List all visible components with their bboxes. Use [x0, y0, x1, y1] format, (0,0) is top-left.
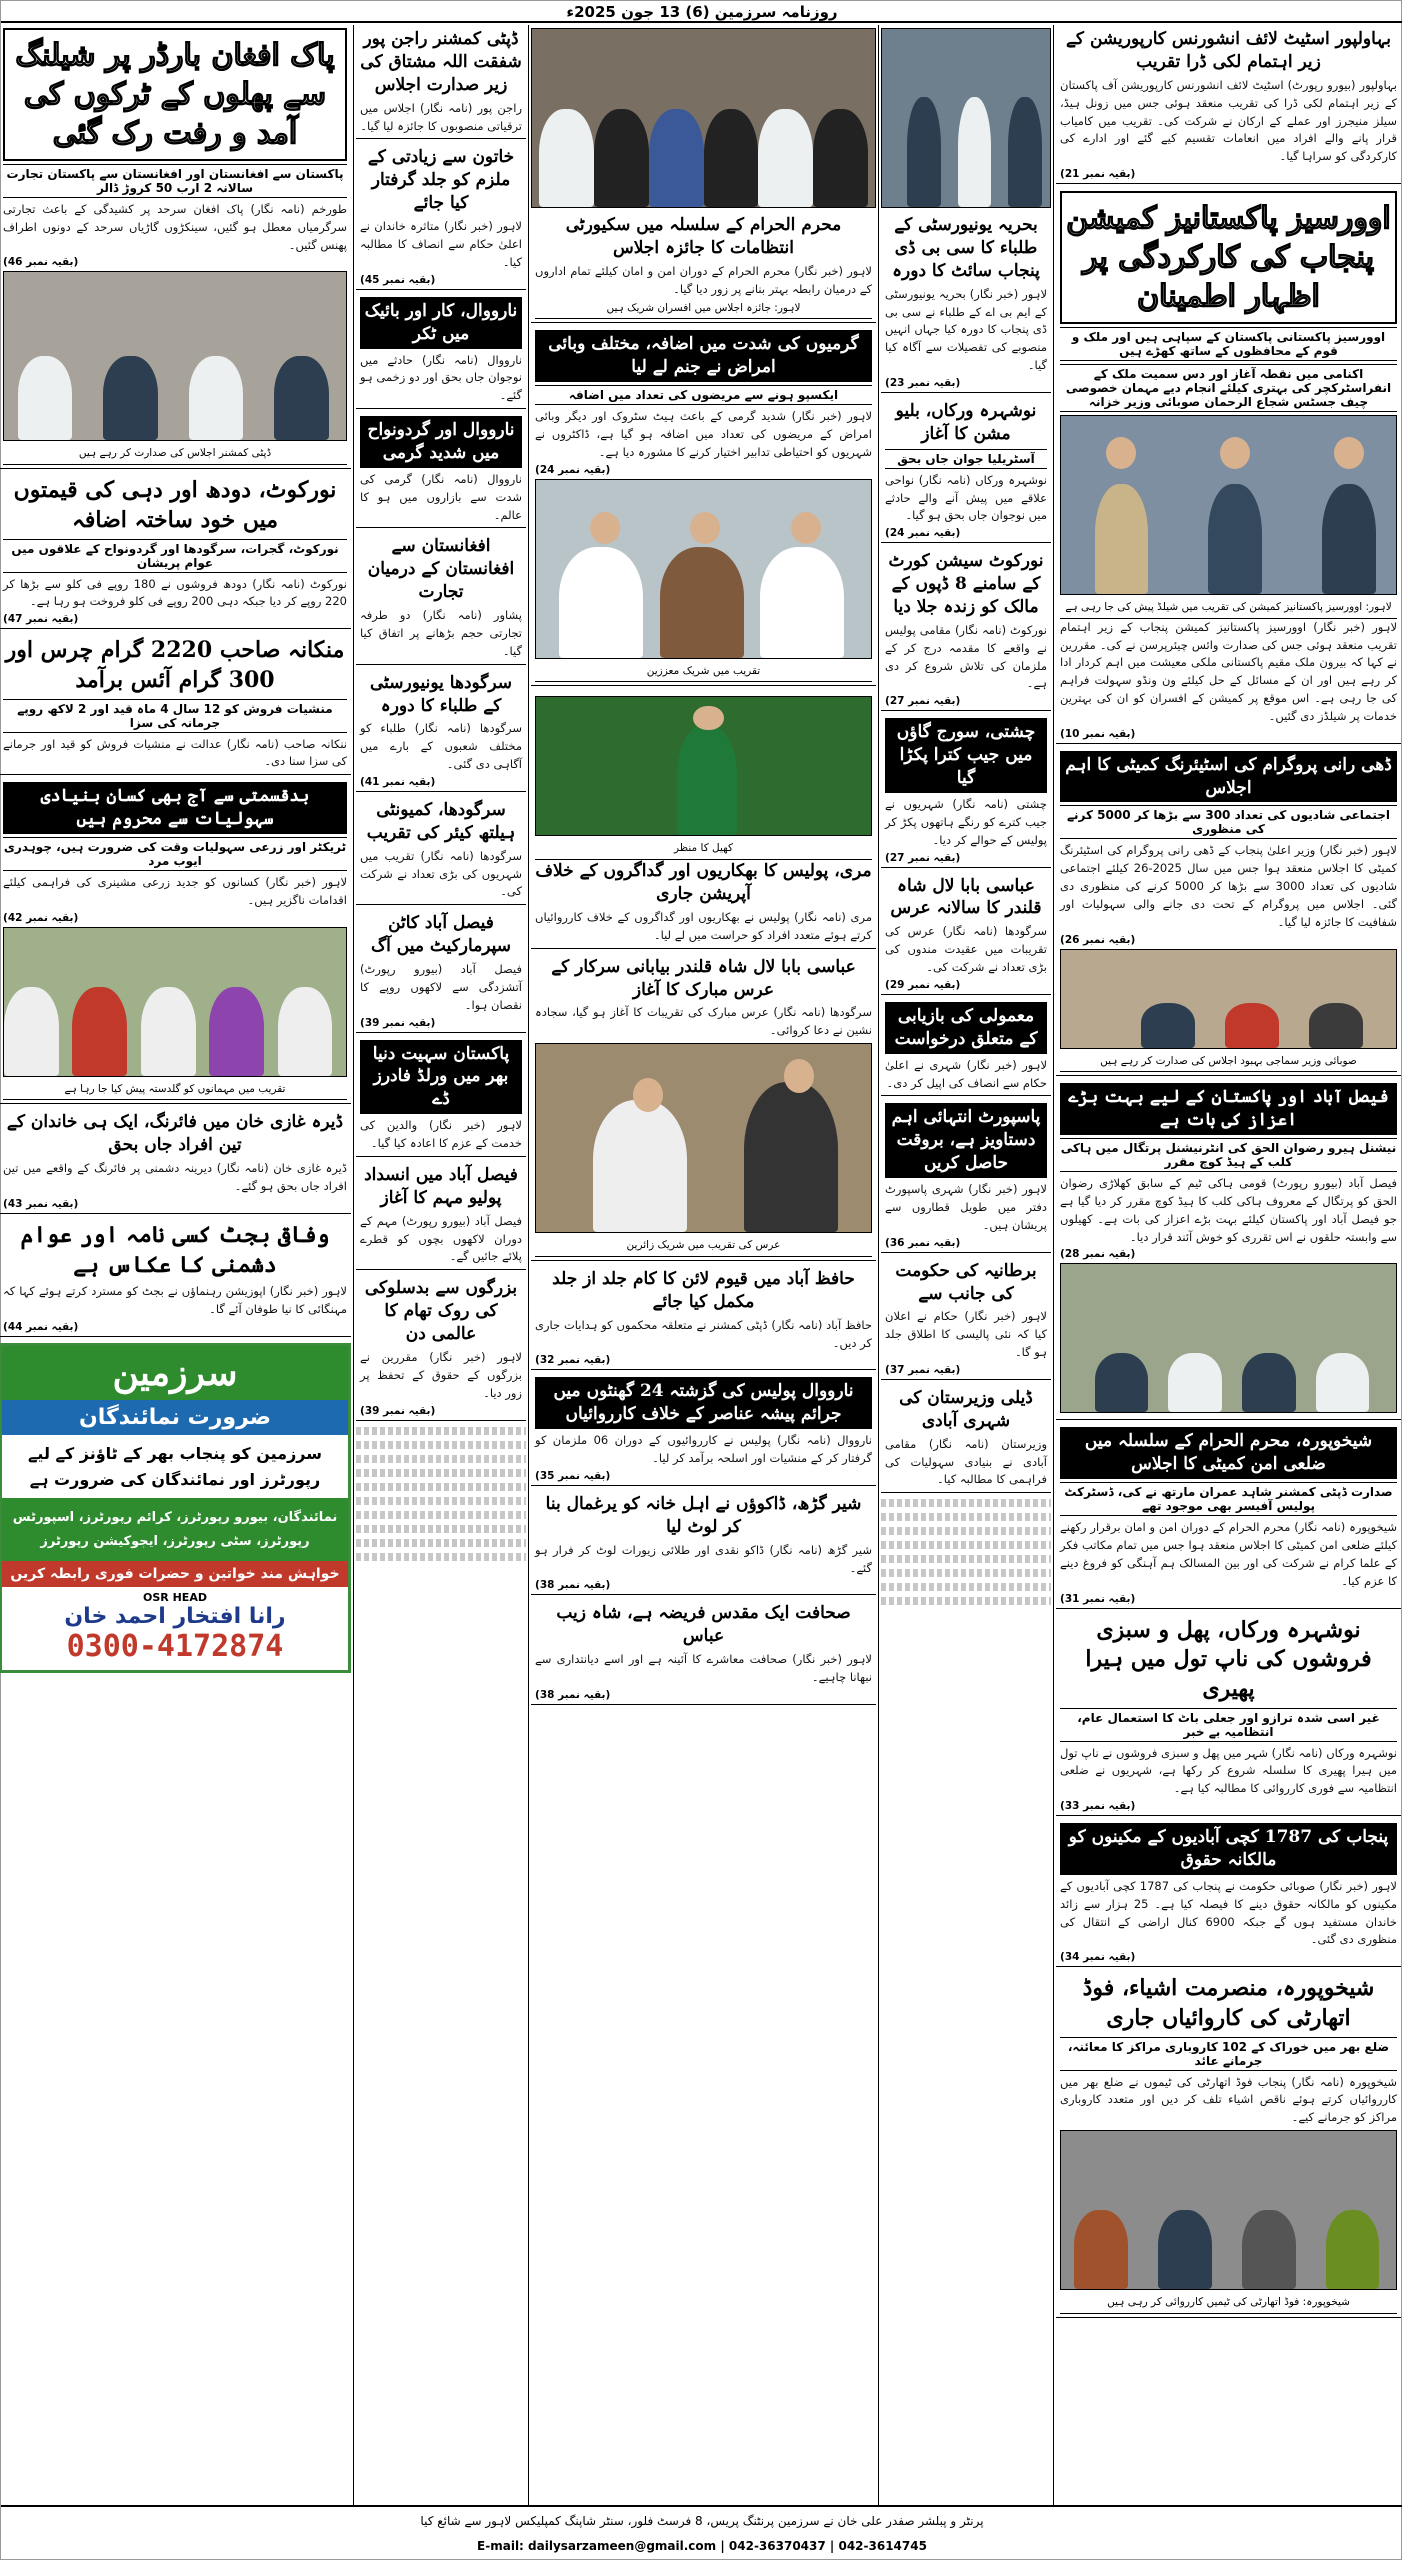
- story-body: شیخوپورہ (نامہ نگار) پنجاب فوڈ اتھارٹی کی ٹیموں نے ضلع بھر میں کارروائیاں کرتے ہوئے ناقص اشیاء تلف کر دیں اور متعدد کاروباری مراکز کو جرمانے کیے۔: [1060, 2074, 1397, 2125]
- continuation: (بقیہ نمبر 35): [535, 1469, 611, 1482]
- headline: فیصل آباد میں انسداد پولیو مہم کا آغاز: [364, 1164, 518, 1208]
- story: [0, 1108, 351, 1214]
- story: [1056, 1613, 1401, 1817]
- continuation: (بقیہ نمبر 27): [885, 695, 961, 708]
- headline: نورکوٹ، دودھ اور دہی کی قیمتوں میں خود ساختہ اضافہ: [13, 477, 337, 533]
- continuation: (بقیہ نمبر 36): [885, 1236, 961, 1249]
- headline: برطانیہ کی حکومت کی جانب سے: [895, 1260, 1037, 1304]
- story-body: نوشہرہ ورکاں (نامہ نگار) شہر میں پھل و سبزی فروشوں نے ناپ تول میں ہیرا پھیری کا سلسلہ شروع کر رکھا ہے، شہریوں نے ضلعی انتظامیہ سے فوری کارروائی کا مطالبہ کیا ہے۔: [1060, 1745, 1397, 1796]
- filler-text: [881, 1499, 1051, 1605]
- story: [356, 294, 526, 409]
- subheadline: ضلع بھر میں خوراک کے 102 کاروباری مراکز کا معائنہ، جرمانے عائد: [1060, 2037, 1397, 2071]
- photo: [1060, 1263, 1397, 1413]
- continuation: (بقیہ نمبر 47): [3, 613, 79, 626]
- headline: اوورسیز پاکستانیز کمیشن پنجاب کی کارکردگی پر اظہار اطمینان: [1060, 191, 1397, 324]
- story: [356, 1161, 526, 1270]
- story: [0, 1218, 351, 1337]
- story: [356, 25, 526, 139]
- continuation: (بقیہ نمبر 23): [885, 376, 961, 389]
- story: [531, 327, 876, 686]
- story-body: مری (نامہ نگار) پولیس نے بھکاریوں اور گداگروں کے خلاف کارروائیاں کرتے ہوئے متعدد افراد کو حراست میں لے لیا۔: [535, 909, 872, 942]
- photo: [3, 271, 347, 441]
- headline: ڈیلی وزیرستان کی شہری آبادی: [899, 1387, 1033, 1431]
- story: [881, 211, 1051, 393]
- masthead: روزنامہ سرزمین (6) 13 جون 2025ء: [1, 1, 1402, 23]
- story: [881, 1384, 1051, 1493]
- story-body: ڈیرہ غازی خان (نامہ نگار) دیرینہ دشمنی پر فائرنگ کے واقعے میں تین افراد جاں بحق ہو گئے۔: [3, 1161, 347, 1194]
- story: [0, 633, 351, 775]
- story-body: فیصل آباد (بیورو رپورٹ) آتشزدگی سے لاکھوں روپے کا نقصان ہوا۔: [360, 962, 522, 1012]
- continuation: (بقیہ نمبر 34): [1060, 1951, 1136, 1964]
- story-body: لاہور (خبر نگار) والدین کی خدمت کے عزم کا اعادہ کیا گیا۔: [360, 1118, 522, 1151]
- photo-caption: لاہور: اوورسیز پاکستانیز کمیشن کی تقریب میں شیلڈ پیش کی جا رہی ہے: [1060, 598, 1397, 619]
- headline: بحریہ یونیورسٹی کے طلباء کا سی بی ڈی پنجاب سائٹ کا دورہ: [892, 215, 1040, 281]
- headline: نارووال پولیس کی گزشتہ 24 گھنٹوں میں جرائم پیشہ عناصر کے خلاف کارروائیاں: [535, 1377, 872, 1429]
- story-body: لاہور (خبر نگار) مقررین نے بزرگوں کے حقوق کے تحفظ پر زور دیا۔: [360, 1350, 522, 1400]
- story: [531, 1374, 876, 1486]
- headline: چشتی، سورج گاؤں میں جیب کترا پکڑا گیا: [885, 718, 1047, 793]
- headline: نوشہرہ ورکاں، بلیو مشن کا آغاز: [895, 400, 1037, 444]
- subheadline: غیر اسی شدہ ترازو اور جعلی باٹ کا استعمال عام، انتظامیہ بے خبر: [1060, 1708, 1397, 1742]
- story-body: لاہور (خبر نگار) اوورسیز پاکستانیز کمیشن پنجاب کے زیر اہتمام تقریب منعقد ہوئی جس کی صدارت وائس چیئرپرسن نے کی۔ مقررین نے کہا کہ بیرون ملک مقیم پاکستانی ملکی معیشت میں اہم کردار ادا کر رہے ہیں اور ان کے مسائل کے حل کیلئے ون ونڈو سہولت فراہم کی جا رہی ہے۔ اس موقع پر کمیشن کے افسران کو ان کی بہترین خدمات پر شیلڈز دی گئیں۔: [1060, 619, 1397, 723]
- ad-text: سرزمین کو پنجاب بھر کے ٹاؤنز کے لیے رپورٹرز اور نمائندگان کی ضرورت ہے: [28, 1443, 322, 1489]
- story-body: شیر گڑھ (نامہ نگار) ڈاکو نقدی اور طلائی زیورات لوٹ کر فرار ہو گئے۔: [535, 1542, 872, 1575]
- photo: [1060, 2130, 1397, 2290]
- headline: پاسپورٹ انتہائی اہم دستاویز ہے، بروقت حاصل کریں: [885, 1103, 1047, 1178]
- continuation: (بقیہ نمبر 45): [360, 273, 436, 286]
- story-body: لاہور (خبر نگار) محرم الحرام کے دوران امن و امان کیلئے تمام اداروں کے درمیان رابطہ بہتر بنانے پر زور دیا گیا۔: [535, 263, 872, 296]
- story-body: ننکانہ صاحب (نامہ نگار) عدالت نے منشیات فروش کو قید اور جرمانے کی سزا سنا دی۔: [3, 736, 347, 769]
- story: [356, 1274, 526, 1420]
- story-body: شیخوپورہ (نامہ نگار) محرم الحرام کے دوران امن و امان برقرار رکھنے کیلئے ضلعی امن کمیٹی کا اجلاس منعقد ہوا جس میں تمام مکاتب فکر کے علما کرام نے شرکت کی اور بین المسالک ہم آہنگی کو فروغ دینے کا عزم کیا۔: [1060, 1520, 1397, 1588]
- ad-contact-name: رانا افتخار احمد خان: [64, 1603, 286, 1629]
- story-body: سرگودھا (نامہ نگار) عرس کی تقریبات میں عقیدت مندوں کی بڑی تعداد نے شرکت کی۔: [885, 924, 1047, 974]
- subheadline: نورکوٹ، گجرات، سرگودھا اور گردونواح کے علاقوں میں عوام پریشان: [3, 539, 347, 573]
- continuation: (بقیہ نمبر 42): [3, 911, 79, 924]
- continuation: (بقیہ نمبر 39): [360, 1404, 436, 1417]
- story-body: سرگودھا (نامہ نگار) تقریب میں شہریوں کی بڑی تعداد نے شرکت کی۔: [360, 848, 522, 899]
- story-body: نارووال (نامہ نگار) حادثے میں نوجوان جاں بحق اور دو زخمی ہو گئے۔: [360, 352, 522, 403]
- continuation: (بقیہ نمبر 43): [3, 1197, 79, 1210]
- story-body: نورکوٹ (نامہ نگار) دودھ فروشوں نے 180 روپے فی کلو سے بڑھا کر 220 روپے کر دیا جبکہ دہی 200 روپے فی کلو فروخت ہو رہا ہے۔: [3, 576, 347, 609]
- story: [1056, 1971, 1401, 2318]
- story: [356, 413, 526, 528]
- headline: حافظ آباد میں قیوم لائن کا کام جلد از جلد مکمل کیا جائے: [552, 1268, 855, 1312]
- photo: [535, 479, 872, 659]
- headline: پاکستان سہیت دنیا بھر میں ورلڈ فادرز ڈے: [360, 1040, 522, 1115]
- photo: [881, 28, 1051, 208]
- continuation: (بقیہ نمبر 32): [535, 1354, 611, 1367]
- ad-roles: نمائندگان، بیورو رپورٹرز، کرائم رپورٹرز، اسپورٹس رپورٹرز، سٹی رپورٹرز، ایجوکیشن رپورٹرز: [2, 1498, 348, 1561]
- photo: [1060, 415, 1397, 595]
- continuation: (بقیہ نمبر 37): [885, 1363, 961, 1376]
- story: [356, 532, 526, 664]
- story: [881, 1100, 1051, 1252]
- headline: نورکوٹ سیشن کورٹ کے سامنے 8 ڈپوں کے مالک کو زندہ جلا دیا: [888, 551, 1044, 618]
- headline: سرگودھا یونیورسٹی کے طلباء کا دورہ: [369, 672, 513, 716]
- headline: سرگودھا، کمیونٹی ہیلتھ کیئر کی تقریب: [366, 799, 516, 843]
- story: [531, 1265, 876, 1371]
- continuation: (بقیہ نمبر 24): [885, 527, 961, 540]
- headline: معمولی کی بازیابی کے متعلق درخواست: [885, 1002, 1047, 1054]
- continuation: (بقیہ نمبر 38): [535, 1688, 611, 1701]
- headline: عباسی بابا لال شاہ قلندر بیابانی سرکار کے عرس مبارک کا آغاز: [551, 956, 856, 1000]
- photo: [3, 927, 347, 1077]
- story-body: نارووال (نامہ نگار) گرمی کی شدت سے بازاروں میں ہو کا عالم۔: [360, 471, 522, 522]
- story: [356, 669, 526, 792]
- photo-caption: ڈپٹی کمشنر اجلاس کی صدارت کر رہے ہیں: [3, 444, 347, 465]
- headline: بہاولپور اسٹیٹ لائف انشورنس کارپوریشن کے زیر اہتمام لکی ڈرا تقریب: [1065, 29, 1392, 72]
- imprint-line: پرنٹر و پبلشر صفدر علی خان نے سرزمین پرنٹنگ پریس، 8 فرسٹ فلور، سنٹر شاپنگ کمپلیکس لاہور سے شائع کیا: [420, 2514, 984, 2528]
- headline: ڈپٹی کمشنر راجن پور شفقت اللہ مشتاق کی زیر صدارت اجلاس: [360, 29, 522, 95]
- story: [356, 796, 526, 905]
- ad-logo: سرزمین: [2, 1346, 348, 1400]
- story: [881, 715, 1051, 867]
- subheadline: پاکستان سے افغانستان اور افغانستان سے پاکستان تجارت سالانہ 2 ارب 50 کروڑ ڈالر: [3, 164, 347, 198]
- contact-line: E-mail: dailysarzameen@gmail.com | 042-36370437 | 042-3614745: [477, 2539, 927, 2553]
- story-body: سرگودھا (نامہ نگار) عرس مبارک کی تقریبات کا آغاز ہو گیا، سجادہ نشین نے دعا کروائی۔: [535, 1005, 872, 1038]
- column-5: [0, 25, 351, 2505]
- headline: شیر گڑھ، ڈاکوؤں نے اہل خانہ کو یرغمال بنا کر لوٹ لیا: [545, 1493, 862, 1537]
- photo: [531, 28, 876, 208]
- continuation: (بقیہ نمبر 38): [535, 1579, 611, 1592]
- story: [1056, 188, 1401, 744]
- story-body: لاہور (خبر نگار) بحریہ یونیورسٹی کے ایم بی اے کے طلباء نے سی بی ڈی پنجاب کا دورہ کیا جہاں انہیں منصوبے کی تفصیلات سے آگاہ کیا گیا۔: [885, 286, 1047, 373]
- story: [1056, 1080, 1401, 1420]
- continuation: (بقیہ نمبر 41): [360, 775, 436, 788]
- story: [1056, 1820, 1401, 1967]
- continuation: (بقیہ نمبر 33): [1060, 1800, 1136, 1812]
- column-4: [356, 25, 526, 2505]
- story-body: لاہور (خبر نگار) کسانوں کو جدید زرعی مشینری کی فراہمی کیلئے اقدامات ناگزیر ہیں۔: [3, 875, 347, 907]
- subheadline: ٹریکٹر اور زرعی سہولیات وقت کی ضرورت ہیں، چوہدری ایوب مرد: [3, 837, 347, 871]
- column-1: [1056, 25, 1401, 2505]
- headline: نارووال، کار اور بائیک میں ٹکر: [360, 297, 522, 349]
- story-body: سرگودھا (نامہ نگار) طلباء کو مختلف شعبوں کے بارے میں آگاہی دی گئی۔: [360, 721, 522, 772]
- ad-call: خواہش مند خواتین و حضرات فوری رابطہ کریں: [2, 1561, 348, 1587]
- headline: خاتون سے زیادتی کے ملزم کو جلد گرفتار کیا جائے: [367, 147, 515, 214]
- headline: ڈھی رانی پروگرام کی اسٹیئرنگ کمیٹی کا اہم اجلاس: [1060, 751, 1397, 803]
- headline: عباسی بابا لال شاہ قلندر کا سالانہ عرس: [890, 875, 1042, 919]
- story-body: لاہور (خبر نگار) شدید گرمی کے باعث ہیٹ سٹروک اور دیگر وبائی امراض کے مریضوں کی تعداد میں اضافہ ہو گیا ہے، ڈاکٹروں نے شہریوں کو احتیاطی تدابیر اختیار کرنے کا مشورہ دیا ہے۔: [535, 409, 872, 459]
- ad-heading: ضرورت نمائندگان: [2, 1400, 348, 1435]
- subheadline: ایکسپو ہونے سے مریضوں کی تعداد میں اضافہ: [535, 385, 872, 405]
- headline: افغانستان سے افغانستان کے درمیان تجارت: [367, 536, 515, 603]
- headline: مری، پولیس کا بھکاریوں اور گداگروں کے خلاف آپریشن جاری: [535, 861, 872, 904]
- photo: [1060, 949, 1397, 1049]
- continuation: (بقیہ نمبر 31): [1060, 1592, 1136, 1605]
- story: [1056, 1424, 1401, 1608]
- story: [356, 143, 526, 289]
- headline: صحافت ایک مقدس فریضہ ہے، شاہ زیب عباس: [556, 1603, 851, 1647]
- photo-caption: تقریب میں شریک معززین: [535, 662, 872, 683]
- story: [881, 1257, 1051, 1380]
- column-3: [531, 25, 876, 2505]
- subheadline: اوورسیز پاکستانی پاکستان کے سپاہی ہیں اور ملک و قوم کے محافظوں کے ساتھ کھڑے ہیں: [1060, 327, 1397, 361]
- story-body: لاہور (خبر نگار) شہری نے اعلیٰ حکام سے انصاف کی اپیل کر دی۔: [885, 1057, 1047, 1090]
- headline: نارووال اور گردونواح میں شدید گرمی: [360, 416, 522, 468]
- subheadline: اکنامی میں نقطہ آغاز اور دس سمیت ملک کے انفراسٹرکچر کی بہتری کیلئے انجام دیے مہمان خصوصی چیف جسٹس شجاع الرحمان صوبائی وزیر خزانہ: [1060, 364, 1397, 412]
- story-body: وزیرستان (نامہ نگار) مقامی آبادی نے بنیادی سہولیات کی فراہمی کا مطالبہ کیا۔: [885, 1436, 1047, 1487]
- subheadline: نیشنل ہیرو رضوان الحق کی انٹرنیشنل پرتگال میں ہاکی کلب کے ہیڈ کوچ مقرر: [1060, 1138, 1397, 1172]
- photo-caption: لاہور: جائزہ اجلاس میں افسران شریک ہیں: [535, 299, 872, 320]
- story: [0, 25, 351, 469]
- story: [531, 953, 876, 1261]
- continuation: (بقیہ نمبر 29): [885, 978, 961, 991]
- story-body: چشتی (نامہ نگار) شہریوں نے جیب کترے کو رنگے ہاتھوں پکڑ کر پولیس کے حوالے کر دیا۔: [885, 797, 1047, 847]
- story: [356, 1037, 526, 1157]
- headline: نوشہرہ ورکاں، پھل و سبزی فروشوں کی ناپ تول میں ہیرا پھیری: [1085, 1616, 1372, 1702]
- story: [881, 999, 1051, 1097]
- story-body: فیصل آباد (بیورو رپورٹ) قومی ہاکی ٹیم کے سابق کھلاڑی رضوان الحق کو پرتگال کے معروف ہاکی کلب کا ہیڈ کوچ مقرر کر دیا گیا ہے جو فیصل آباد اور پاکستان کیلئے بہت بڑے اعزاز کی بات ہے۔ کھیلوں سے وابستہ حلقوں نے اس تقرری کو خوش آئند قرار دیا۔: [1060, 1176, 1397, 1244]
- story-body: نارووال (نامہ نگار) پولیس نے کارروائیوں کے دوران 06 ملزمان کو گرفتار کر کے منشیات اور اسلحہ برآمد کر لیا۔: [535, 1433, 872, 1465]
- headline: پاک افغان بارڈر پر شیلنگ سے پھلوں کے ٹرکوں کی آمد و رفت رک گئی: [3, 28, 347, 161]
- story: [531, 1490, 876, 1596]
- headline: فیصل آباد اور پاکستان کے لیے بہت بڑے اعزاز کی بات ہے: [1060, 1083, 1397, 1135]
- recruitment-ad: [0, 1343, 351, 1673]
- story-body: نورکوٹ (نامہ نگار) مقامی پولیس نے واقعے کا مقدمہ درج کر کے ملزمان کی تلاش شروع کر دی ہے۔: [885, 623, 1047, 691]
- story-body: لاہور (خبر نگار) صحافت معاشرے کا آئینہ ہے اور اسے دیانتداری سے نبھانا چاہیے۔: [535, 1652, 872, 1684]
- story-body: لاہور (خبر نگار) وزیر اعلیٰ پنجاب کے ڈھی رانی پروگرام کی اسٹیئرنگ کمیٹی کا اجلاس منعقد ہوا جس میں سال 2025-26 کیلئے اجتماعی شادیوں کی تعداد 3000 سے بڑھا کر 5000 کرنے کی منظوری دی گئی۔ اجلاس میں پروگرام کے تحت دی جانے والی سہولیات اور شفافیت کا جائزہ لیا گیا۔: [1060, 843, 1398, 929]
- headline: ڈیرہ غازی خان میں فائرنگ، ایک ہی خاندان کے تین افراد جاں بحق: [6, 1112, 344, 1156]
- story: [531, 211, 876, 323]
- headline: گرمیوں کی شدت میں اضافہ، مختلف وبائی امراض نے جنم لے لیا: [535, 330, 872, 382]
- story: [881, 397, 1051, 543]
- continuation: (بقیہ نمبر 44): [3, 1320, 79, 1333]
- continuation: (بقیہ نمبر 39): [360, 1016, 436, 1029]
- photo-caption: شیخوپورہ: فوڈ اتھارٹی کی ٹیمیں کارروائی کر رہی ہیں: [1060, 2293, 1397, 2314]
- photo: [535, 696, 872, 836]
- story: [1056, 748, 1401, 1077]
- story-body: بہاولپور (بیورو رپورٹ) اسٹیٹ لائف انشورنس کارپوریشن آف پاکستان کے زیر اہتمام لکی ڈرا کی تقریب منعقد ہوئی جس میں زونل ہیڈ، سیلز منیجرز اور عملے کے ارکان نے شرکت کی۔ تقریب میں کامیاب قرار پانے والے افراد میں انعامات تقسیم کیے گئے اور ادارے کی کارکردگی کو سراہا گیا۔: [1060, 77, 1397, 164]
- subheadline: منشیات فروش کو 12 سال 4 ماہ قید اور 2 لاکھ روپے جرمانہ کی سزا: [3, 699, 347, 733]
- story: [356, 909, 526, 1032]
- story-body: لاہور (خبر نگار) متاثرہ خاندان نے اعلیٰ حکام سے انصاف کا مطالبہ کیا۔: [360, 219, 522, 269]
- photo-caption: عرس کی تقریب میں شریک زائرین: [535, 1236, 872, 1257]
- story-body: لاہور (خبر نگار) حکام نے اعلان کیا کہ نئی پالیسی کا اطلاق جلد ہو گا۔: [885, 1309, 1047, 1360]
- continuation: (بقیہ نمبر 21): [1060, 167, 1136, 180]
- headline: فیصل آباد کاٹن سپرمارکیٹ میں آگ: [370, 913, 512, 957]
- story: [881, 872, 1051, 995]
- ad-label: OSR HEAD: [143, 1590, 207, 1604]
- photo-caption: کھیل کا منظر: [535, 839, 872, 860]
- story: [531, 1599, 876, 1705]
- subheadline: صدارت ڈپٹی کمشنر شاہد عمران مارتھ نے کی، ڈسٹرکٹ پولیس آفیسر بھی موجود تھے: [1060, 1482, 1397, 1516]
- filler-text: [356, 1427, 526, 1561]
- photo-caption: صوبائی وزیر سماجی بہبود اجلاس کی صدارت کر رہے ہیں: [1060, 1052, 1397, 1073]
- headline: شیخوپورہ، محرم الحرام کے سلسلہ میں ضلعی امن کمیٹی کا اجلاس: [1060, 1427, 1397, 1479]
- headline: بدقسمتی سے آج بھی کسان بنیادی سہولیات سے محروم ہیں: [3, 782, 347, 834]
- footer: [1, 2505, 1402, 2559]
- headline: بزرگوں سے بدسلوکی کی روک تھام کا عالمی دن: [364, 1278, 518, 1345]
- story-body: پشاور (نامہ نگار) دو طرفہ تجارتی حجم بڑھانے پر اتفاق کیا گیا۔: [360, 608, 522, 658]
- photo-caption: تقریب میں مہمانوں کو گلدستہ پیش کیا جا رہا ہے: [3, 1080, 347, 1101]
- story-body: حافظ آباد (نامہ نگار) ڈپٹی کمشنر نے متعلقہ محکموں کو ہدایات جاری کر دیں۔: [535, 1317, 872, 1350]
- continuation: (بقیہ نمبر 24): [535, 463, 611, 476]
- headline: وفاقی بجٹ کسی نامہ اور عوام دشمنی کا عکاس ہے: [20, 1221, 330, 1278]
- continuation: (بقیہ نمبر 28): [1060, 1248, 1136, 1261]
- continuation: (بقیہ نمبر 26): [1060, 933, 1136, 946]
- headline: شیخوپورہ، منصرمت اشیاء، فوڈ اتھارٹی کی کاروائیاں جاری: [1082, 1975, 1375, 2031]
- story: [531, 690, 876, 948]
- headline: منکانہ صاحب 2220 گرام چرس اور 300 گرام آئس برآمد: [5, 637, 345, 693]
- story-body: لاہور (خبر نگار) شہری پاسپورٹ دفتر میں طویل قطاروں سے پریشان ہیں۔: [885, 1182, 1047, 1232]
- story: [0, 473, 351, 629]
- subheadline: اجتماعی شادیوں کی تعداد 300 سے بڑھا کر 5000 کرنے کی منظوری: [1060, 805, 1397, 839]
- subheadline: آسٹریلیا جوان جاں بحق: [885, 449, 1047, 469]
- column-2: [881, 25, 1051, 2505]
- continuation: (بقیہ نمبر 27): [885, 851, 961, 864]
- story-body: راجن پور (نامہ نگار) اجلاس میں ترقیاتی منصوبوں کا جائزہ لیا گیا۔: [360, 100, 522, 133]
- story-body: لاہور (خبر نگار) صوبائی حکومت نے پنجاب کی 1787 کچی آبادیوں کے مکینوں کو مالکانہ حقوق دینے کا فیصلہ کیا ہے۔ 25 ہزار سے زائد خاندان مستفید ہوں گے جبکہ 6900 کنال اراضی کے انتقال کی منظوری دی گئی۔: [1060, 1878, 1397, 1947]
- story-body: فیصل آباد (بیورو رپورٹ) مہم کے دوران لاکھوں بچوں کو قطرے پلائے جائیں گے۔: [360, 1213, 522, 1264]
- photo: [535, 1043, 872, 1233]
- story: [0, 779, 351, 1104]
- story: [881, 547, 1051, 711]
- story-body: نوشہرہ ورکاں (نامہ نگار) نواحی علاقے میں پیش آنے والے حادثے میں نوجوان جاں بحق ہو گیا۔: [885, 472, 1047, 523]
- continuation: (بقیہ نمبر 10): [1060, 727, 1136, 740]
- story-body: طورخم (نامہ نگار) پاک افغان سرحد پر کشیدگی کے باعث تجارتی سرگرمیاں معطل ہو گئیں، سینکڑوں گاڑیاں سرحد کے دونوں اطراف پھنس گئیں۔: [3, 202, 347, 252]
- story: [1056, 25, 1401, 184]
- headline: پنجاب کی 1787 کچی آبادیوں کے مکینوں کو مالکانہ حقوق: [1060, 1823, 1397, 1875]
- ad-phone: 0300-4172874: [66, 1628, 284, 1664]
- continuation: (بقیہ نمبر 46): [3, 256, 79, 269]
- headline: محرم الحرام کے سلسلہ میں سکیورٹی انتظامات کا جائزہ اجلاس: [565, 215, 842, 258]
- story-body: لاہور (خبر نگار) اپوزیشن رہنماؤں نے بجٹ کو مسترد کرتے ہوئے کہا کہ مہنگائی کا نیا طوفان آئے گا۔: [3, 1284, 347, 1317]
